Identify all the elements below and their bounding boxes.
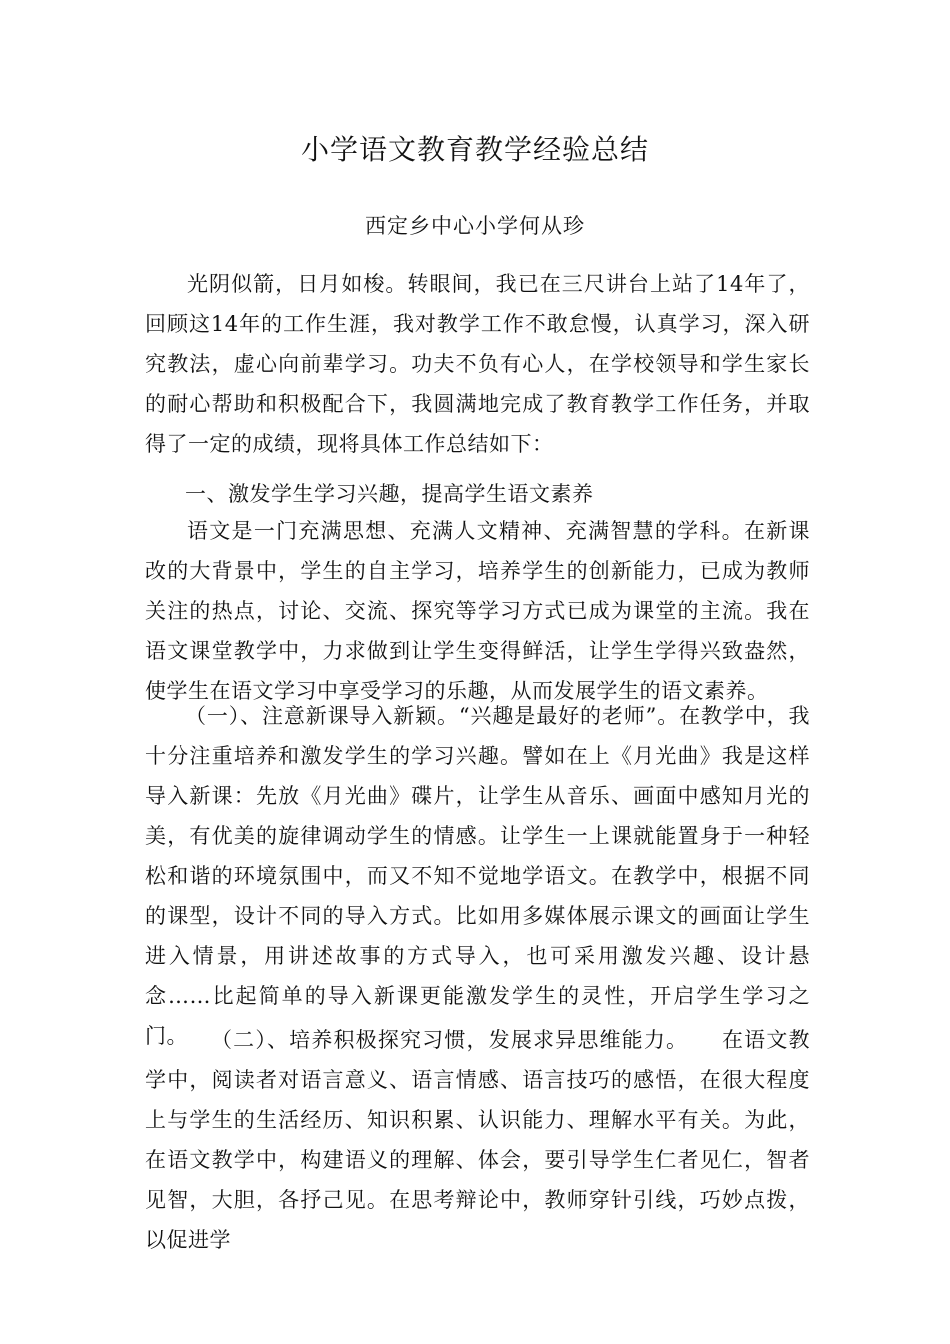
document-title: 小学语文教育教学经验总结: [300, 133, 649, 166]
subsection-1-paragraph: （一）、注意新课导入新颖。“兴趣是最好的老师”。在教学中，我十分注重培养和激发学生的学习兴趣。譬如在上《月光曲》我是这样导入新课：先放《月光曲》碟片，让学生从音乐、画面中感知月光的美，有优美的旋律调动学生的情感。让学生一上课就能置身于一种轻松和谐的环境氛围中，而又不知不觉地学语文。在教学中，根据不同的课型，设计不同的导入方式。比如用多媒体展示课文的画面让学生进入情景，用讲述故事的方式导入，也可采用激发兴趣、设计悬念……比起简单的导入新课更能激发学生的灵性，开启学生学习之门。: [145, 704, 810, 1048]
intro-paragraph: 光阴似箭，日月如梭。转眼间，我已在三尺讲台上站了14年了，回顾这14年的工作生涯，我对教学工作不敢怠慢，认真学习，深入研究教法，虚心向前辈学习。功夫不负有心人，在学校领导和学生家长的耐心帮助和积极配合下，我圆满地完成了教育教学工作任务，并取得了一定的成绩，现将具体工作总结如下：: [145, 272, 810, 456]
subsection-2-paragraph: （二）、培养积极探究习惯，发展求异思维能力。 在语文教学中，阅读者对语言意义、语言情感、语言技巧的感悟，在很大程度上与学生的生活经历、知识积累、认识能力、理解水平有关。为此，在语文教学中，构建语义的理解、体会，要引导学生仁者见仁，智者见智，大胆，各抒己见。在思考辩论中，教师穿针引线，巧妙点拨，以促进学: [145, 1028, 810, 1252]
document-author: 西定乡中心小学何从珍: [365, 214, 585, 238]
section-1-body-paragraph: 语文是一门充满思想、充满人文精神、充满智慧的学科。在新课改的大背景中，学生的自主学习，培养学生的创新能力，已成为教师关注的热点，讨论、交流、探究等学习方式已成为课堂的主流。我在语文课堂教学中，力求做到让学生变得鲜活，让学生学得兴致盎然，使学生在语文学习中享受学习的乐趣，从而发展学生的语文素养。: [145, 519, 810, 703]
section-heading-1: 一、激发学生学习兴趣，提高学生语文素养: [185, 482, 594, 506]
